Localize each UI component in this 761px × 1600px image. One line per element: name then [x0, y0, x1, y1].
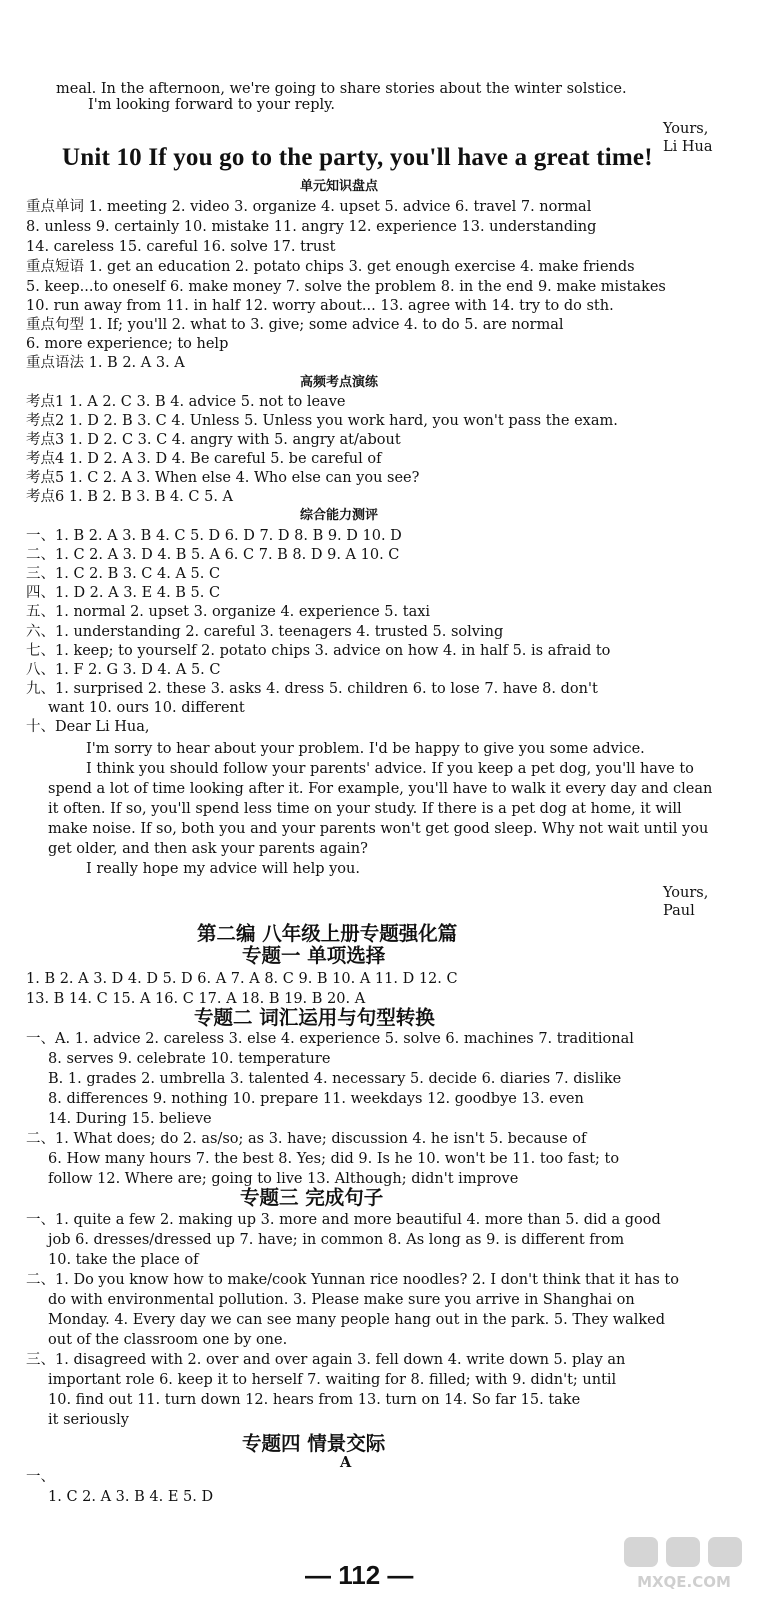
- section-heading: 高频考点演练: [300, 375, 379, 390]
- answer-line: 重点单词 1. meeting 2. video 3. organize 4. upset 5. advice 6. travel 7. normal: [26, 199, 592, 215]
- letter-signature: Li Hua: [663, 139, 713, 155]
- answer-line: 1. C 2. A 3. B 4. E 5. D: [48, 1489, 214, 1505]
- letter-signature: Paul: [663, 903, 695, 919]
- section-heading: 综合能力测评: [300, 508, 379, 523]
- answer-line: 四、1. D 2. A 3. E 4. B 5. C: [26, 585, 221, 601]
- answer-line: 8. differences 9. nothing 10. prepare 11. weekdays 12. goodbye 13. even: [48, 1091, 584, 1107]
- answer-line: 10. take the place of: [48, 1252, 199, 1268]
- answer-line: 14. careless 15. careful 16. solve 17. trust: [26, 239, 336, 255]
- answer-line: 10. run away from 11. in half 12. worry about... 13. agree with 14. try to do sth.: [26, 298, 614, 314]
- answer-line: 重点语法 1. B 2. A 3. A: [26, 355, 185, 371]
- letter-line: spend a lot of time looking after it. For example, you'll have to walk it every day and clean: [48, 781, 713, 797]
- answer-line: 十、Dear Li Hua,: [26, 719, 150, 735]
- letter-line: make noise. If so, both you and your parents won't get good sleep. Why not wait until you: [48, 821, 709, 837]
- topic-title: 专题三 完成句子: [240, 1186, 384, 1209]
- answer-line: 六、1. understanding 2. careful 3. teenagers 4. trusted 5. solving: [26, 624, 504, 640]
- letter-line: I'm sorry to hear about your problem. I'd be happy to give you some advice.: [86, 741, 645, 757]
- answer-line: 考点3 1. D 2. C 3. C 4. angry with 5. angry at/about: [26, 432, 401, 448]
- answer-line: 8. serves 9. celebrate 10. temperature: [48, 1051, 331, 1067]
- answer-line: Monday. 4. Every day we can see many people hang out in the park. 5. They walked: [48, 1312, 666, 1328]
- answer-line: 八、1. F 2. G 3. D 4. A 5. C: [26, 662, 221, 678]
- answer-line: 三、1. disagreed with 2. over and over again 3. fell down 4. write down 5. play an: [26, 1352, 626, 1368]
- svg-text:MXQE.COM: MXQE.COM: [637, 1573, 731, 1591]
- answer-line: important role 6. keep it to herself 7. waiting for 8. filled; with 9. didn't; until: [48, 1372, 617, 1388]
- topic-title: 专题二 词汇运用与句型转换: [194, 1006, 435, 1029]
- answer-line: out of the classroom one by one.: [48, 1332, 288, 1348]
- subsection-label: A: [340, 1454, 352, 1471]
- answer-line: 九、1. surprised 2. these 3. asks 4. dress 5. children 6. to lose 7. have 8. don't: [26, 681, 598, 697]
- letter-line: I think you should follow your parents' advice. If you keep a pet dog, you'll have to: [86, 761, 694, 777]
- answer-prefix: 一、: [26, 1469, 55, 1485]
- answer-line: 二、1. Do you know how to make/cook Yunnan rice noodles? 2. I don't think that it has to: [26, 1272, 679, 1288]
- answer-line: 6. How many hours 7. the best 8. Yes; did 9. Is he 10. won't be 11. too fast; to: [48, 1151, 620, 1167]
- letter-closing: Yours,: [663, 121, 709, 137]
- letter-line: it often. If so, you'll spend less time on your study. If there is a pet dog at home, it will: [48, 801, 682, 817]
- answer-line: 一、1. quite a few 2. making up 3. more and more beautiful 4. more than 5. did a good: [26, 1212, 661, 1228]
- answer-line: 考点1 1. A 2. C 3. B 4. advice 5. not to leave: [26, 394, 346, 410]
- answer-line: follow 12. Where are; going to live 13. Although; didn't improve: [48, 1171, 519, 1187]
- answer-line: do with environmental pollution. 3. Please make sure you arrive in Shanghai on: [48, 1292, 635, 1308]
- answer-line: it seriously: [48, 1412, 130, 1428]
- letter-line: meal. In the afternoon, we're going to share stories about the winter solstice.: [56, 81, 627, 97]
- answer-line: 考点4 1. D 2. A 3. D 4. Be careful 5. be careful of: [26, 451, 382, 467]
- section-heading: 单元知识盘点: [300, 179, 379, 194]
- answer-line: 一、A. 1. advice 2. careless 3. else 4. experience 5. solve 6. machines 7. traditional: [26, 1031, 634, 1047]
- answer-line: 七、1. keep; to yourself 2. potato chips 3. advice on how 4. in half 5. is afraid to: [26, 643, 611, 659]
- answer-line: 8. unless 9. certainly 10. mistake 11. angry 12. experience 13. understanding: [26, 219, 597, 235]
- answer-line: 10. find out 11. turn down 12. hears from 13. turn on 14. So far 15. take: [48, 1392, 581, 1408]
- unit-title: Unit 10 If you go to the party, you'll have a great time!: [62, 144, 653, 171]
- watermark-logo: [618, 1535, 750, 1593]
- letter-line: I really hope my advice will help you.: [86, 861, 360, 877]
- answer-line: 1. B 2. A 3. D 4. D 5. D 6. A 7. A 8. C 9. B 10. A 11. D 12. C: [26, 971, 458, 987]
- letter-line: get older, and then ask your parents again?: [48, 841, 368, 857]
- answer-line: 考点5 1. C 2. A 3. When else 4. Who else can you see?: [26, 470, 420, 486]
- answer-line: want 10. ours 10. different: [48, 700, 245, 716]
- letter-closing: Yours,: [663, 885, 709, 901]
- answer-line: 14. During 15. believe: [48, 1111, 212, 1127]
- answer-line: 6. more experience; to help: [26, 336, 229, 352]
- answer-line: 考点6 1. B 2. B 3. B 4. C 5. A: [26, 489, 234, 505]
- answer-line: 三、1. C 2. B 3. C 4. A 5. C: [26, 566, 221, 582]
- answer-line: 二、1. What does; do 2. as/so; as 3. have; discussion 4. he isn't 5. because of: [26, 1131, 587, 1147]
- answer-line: 重点句型 1. If; you'll 2. what to 3. give; some advice 4. to do 5. are normal: [26, 317, 564, 333]
- answer-line: 五、1. normal 2. upset 3. organize 4. experience 5. taxi: [26, 604, 431, 620]
- answer-line: 考点2 1. D 2. B 3. C 4. Unless 5. Unless you work hard, you won't pass the exam.: [26, 413, 618, 429]
- answer-line: 5. keep...to oneself 6. make money 7. solve the problem 8. in the end 9. make mistakes: [26, 279, 666, 295]
- answer-line: job 6. dresses/dressed up 7. have; in common 8. As long as 9. is different from: [48, 1232, 625, 1248]
- answer-line: 一、1. B 2. A 3. B 4. C 5. D 6. D 7. D 8. B 9. D 10. D: [26, 528, 402, 544]
- letter-line: I'm looking forward to your reply.: [88, 97, 336, 113]
- part-title: 第二编 八年级上册专题强化篇: [197, 922, 458, 945]
- topic-title: 专题一 单项选择: [242, 944, 386, 967]
- topic-title: 专题四 情景交际: [242, 1432, 386, 1455]
- answer-line: 重点短语 1. get an education 2. potato chips 3. get enough exercise 4. make friends: [26, 259, 635, 275]
- page-number: — 112 —: [305, 1560, 414, 1590]
- answer-line: 13. B 14. C 15. A 16. C 17. A 18. B 19. B 20. A: [26, 991, 366, 1007]
- answer-line: 二、1. C 2. A 3. D 4. B 5. A 6. C 7. B 8. D 9. A 10. C: [26, 547, 400, 563]
- answer-line: B. 1. grades 2. umbrella 3. talented 4. necessary 5. decide 6. diaries 7. dislike: [48, 1071, 622, 1087]
